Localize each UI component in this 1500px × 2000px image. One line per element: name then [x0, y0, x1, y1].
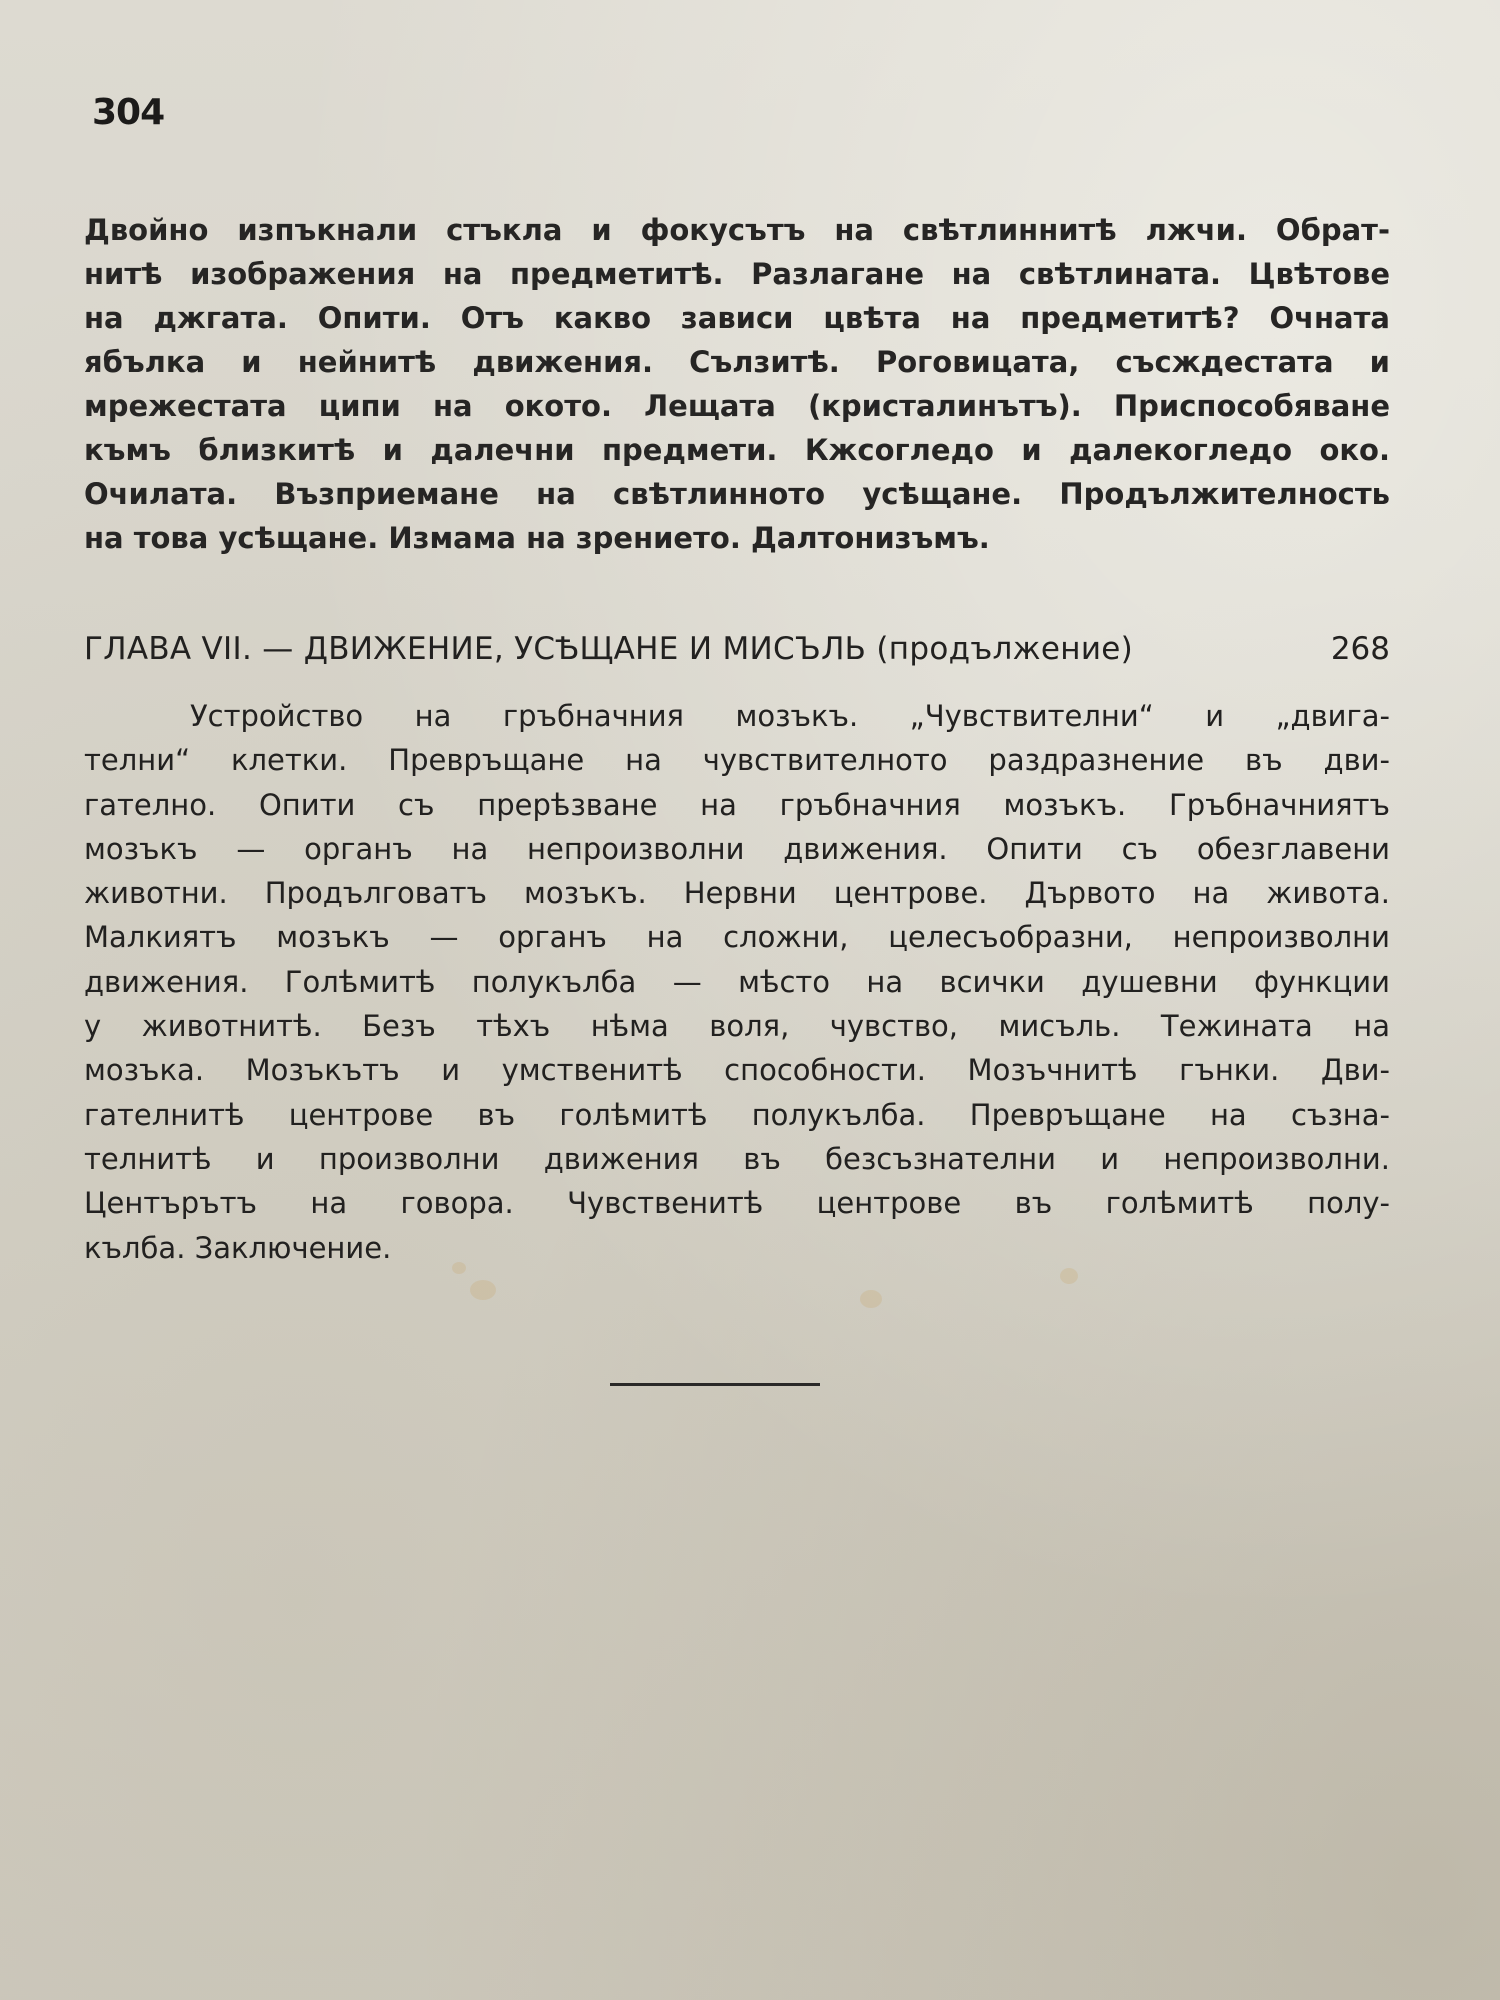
text-line: Малкиятъ мозъкъ — органъ на сложни, целесъобразни, непроизволни — [84, 920, 1390, 955]
paper-stain — [860, 1290, 882, 1308]
text-line: мозъкъ — органъ на непроизволни движения. Опити съ обезглавени — [84, 831, 1390, 866]
chapter-title: ГЛАВА VII. — ДВИЖЕНИЕ, УСѢЩАНЕ И МИСЪЛЬ (продължение) — [84, 631, 1134, 667]
section-2-paragraph — [84, 694, 1390, 1270]
text-line: Двойно изпъкнали стъкла и фокусътъ на свѣтлиннитѣ лжчи. Обрат- — [84, 213, 1390, 247]
section-end-rule — [610, 1383, 820, 1386]
text-line: Устройство на гръбначния мозъкъ. „Чувствителни“ и „двига- — [190, 699, 1390, 733]
section-1-paragraph — [84, 208, 1390, 560]
text-line: на джгата. Опити. Отъ какво зависи цвѣта на предметитѣ? Очната — [84, 301, 1390, 335]
page-number: 304 — [92, 92, 165, 133]
text-line: на това усѣщане. Измама на зрението. Далтонизъмъ. — [84, 521, 990, 555]
text-line: мозъка. Мозъкътъ и умственитѣ способности. Мозъчнитѣ гънки. Дви- — [84, 1053, 1390, 1088]
text-line: мрежестата ципи на окото. Лещата (кристалинътъ). Приспособяване — [84, 389, 1390, 423]
text-line: Очилата. Възприемане на свѣтлинното усѣщане. Продължителность — [84, 477, 1390, 511]
chapter-heading — [84, 626, 1390, 672]
text-line: животни. Продълговатъ мозъкъ. Нервни центрове. Дървото на живота. — [84, 876, 1390, 911]
text-line: ябълка и нейнитѣ движения. Сълзитѣ. Роговицата, съсждестата и — [84, 345, 1390, 379]
text-line: телни“ клетки. Превръщане на чувствителното раздразнение въ дви- — [84, 743, 1390, 778]
text-line: у животнитѣ. Безъ тѣхъ нѣма воля, чувство, мисъль. Тежината на — [84, 1009, 1390, 1044]
paper-stain — [1060, 1268, 1078, 1284]
text-line: гателно. Опити съ прерѣзване на гръбначния мозъкъ. Гръбначниятъ — [84, 787, 1390, 822]
text-line: къмъ близкитѣ и далечни предмети. Кжсогледо и далекогледо око. — [84, 433, 1390, 467]
chapter-page-reference: 268 — [1330, 631, 1390, 667]
text-line: телнитѣ и произволни движения въ безсъзнателни и непроизволни. — [84, 1141, 1390, 1176]
paper-stain — [470, 1280, 496, 1300]
text-line: кълба. Заключение. — [84, 1230, 392, 1265]
text-line: гателнитѣ центрове въ голѣмитѣ полукълба. Превръщане на съзна- — [84, 1097, 1390, 1132]
text-line: движения. Голѣмитѣ полукълба — мѣсто на всички душевни функции — [84, 964, 1390, 999]
text-line: нитѣ изображения на предметитѣ. Разлагане на свѣтлината. Цвѣтове — [84, 257, 1390, 291]
text-line: Центърътъ на говора. Чувственитѣ центрове въ голѣмитѣ полу- — [84, 1186, 1390, 1221]
